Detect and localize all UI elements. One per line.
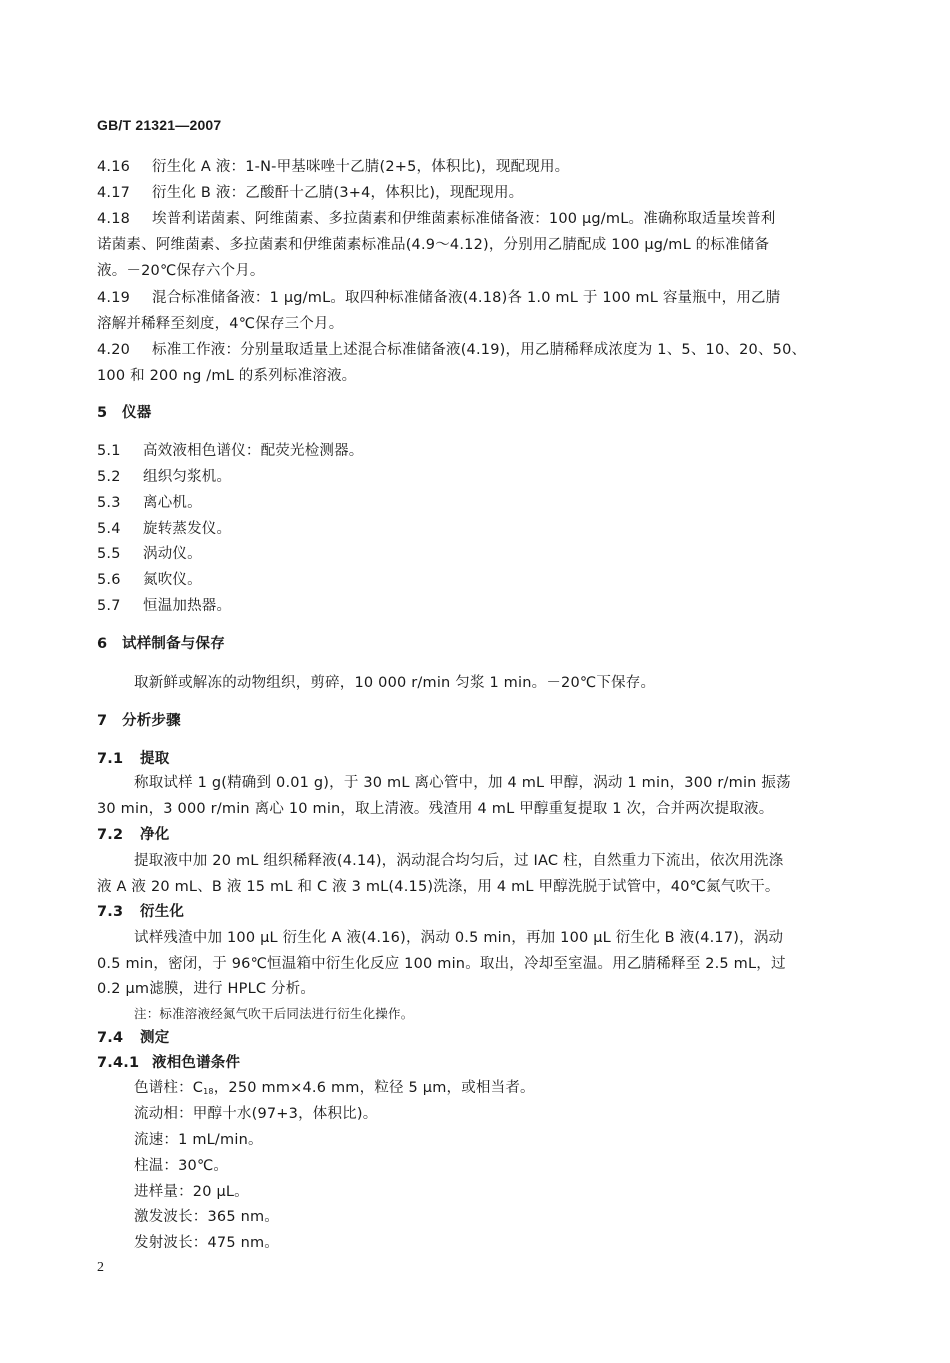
item-text: 恒温加热器。 [143,598,232,614]
section-heading: 7 分析步骤 [97,713,181,729]
clause-continuation: 溶解并稀释至刻度，4℃保存三个月。 [97,316,344,332]
column-details: ，250 mm×4.6 mm，粒径 5 μm，或相当者。 [213,1080,535,1096]
clause-number: 4.16 [97,159,131,175]
section-heading: 6 试样制备与保存 [97,636,225,652]
paragraph-line: 液 A 液 20 mL、B 液 15 mL 和 C 液 3 mL(4.15)洗涤，用 4 mL 甲醇洗脱于试管中，40℃氮气吹干。 [97,879,780,895]
subsection-title: 净化 [140,827,170,843]
item-number: 5.1 [97,443,121,459]
column-subscript: 18 [203,1087,214,1096]
section-heading: 5 仪器 [97,405,152,421]
paragraph-line: 提取液中加 20 mL 组织稀释液(4.14)，涡动混合均匀后，过 IAC 柱，自然重力下流出，依次用洗涤 [134,853,784,869]
subsection-number: 7.1 [97,751,124,767]
item-number: 5.7 [97,598,121,614]
clause-number: 4.17 [97,185,131,201]
item-text: 离心机。 [143,495,202,511]
item-number: 5.3 [97,495,121,511]
subsection-title: 液相色谱条件 [152,1055,241,1071]
clause-continuation: 液。－20℃保存六个月。 [97,263,265,279]
clause-text: 埃普利诺菌素、阿维菌素、多拉菌素和伊维菌素标准储备液：100 μg/mL。准确称取适量埃普利 [152,211,776,227]
clause-text: 衍生化 A 液：1-N-甲基咪唑十乙腈(2+5，体积比)，现配现用。 [152,159,570,175]
paragraph-line: 0.5 min，密闭，于 96℃恒温箱中衍生化反应 100 min。取出，冷却至室温。用乙腈稀释至 2.5 mL，过 [97,956,786,972]
item-text: 涡动仪。 [143,546,202,562]
subsection-number: 7.4 [97,1030,124,1046]
condition-line: 激发波长：365 nm。 [134,1209,279,1225]
item-text: 旋转蒸发仪。 [143,521,232,537]
clause-number: 4.18 [97,211,131,227]
paragraph: 取新鲜或解冻的动物组织，剪碎，10 000 r/min 匀浆 1 min。－20℃下保存。 [134,675,656,691]
condition-line: 流动相：甲醇十水(97+3，体积比)。 [134,1106,378,1122]
paragraph-line: 称取试样 1 g(精确到 0.01 g)，于 30 mL 离心管中，加 4 mL 甲醇，涡动 1 min，300 r/min 振荡 [134,775,791,791]
item-text: 组织匀浆机。 [143,469,232,485]
item-number: 5.5 [97,546,121,562]
condition-line: 进样量：20 μL。 [134,1184,249,1200]
subsection-title: 提取 [140,751,170,767]
clause-text: 混合标准储备液：1 μg/mL。取四种标准储备液(4.18)各 1.0 mL 于 100 mL 容量瓶中，用乙腈 [152,290,781,306]
condition-line: 柱温：30℃。 [134,1158,229,1174]
column-spec [134,1079,535,1101]
condition-line: 发射波长：475 nm。 [134,1235,279,1251]
column-label: 色谱柱：C [134,1080,204,1096]
clause-number: 4.20 [97,342,131,358]
page-number: 2 [97,1260,105,1275]
clause-continuation: 诺菌素、阿维菌素、多拉菌素和伊维菌素标准品(4.9～4.12)，分别用乙腈配成 100 μg/mL 的标准储备 [97,237,770,253]
item-number: 5.6 [97,572,121,588]
item-number: 5.4 [97,521,121,537]
clause-text: 标准工作液：分别量取适量上述混合标准储备液(4.19)，用乙腈稀释成浓度为 1、5、10、20、50、 [152,342,807,358]
item-number: 5.2 [97,469,121,485]
paragraph-line: 试样残渣中加 100 μL 衍生化 A 液(4.16)，涡动 0.5 min，再加 100 μL 衍生化 B 液(4.17)，涡动 [134,930,784,946]
item-text: 氮吹仪。 [143,572,202,588]
item-text: 高效液相色谱仪：配荧光检测器。 [143,443,364,459]
subsection-title: 衍生化 [140,904,185,920]
subsection-number: 7.2 [97,827,124,843]
subsection-number: 7.3 [97,904,124,920]
subsection-number: 7.4.1 [97,1055,140,1071]
clause-text: 衍生化 B 液：乙酸酐十乙腈(3+4，体积比)，现配现用。 [152,185,524,201]
paragraph-line: 30 min，3 000 r/min 离心 10 min，取上清液。残渣用 4 mL 甲醇重复提取 1 次，合并两次提取液。 [97,801,774,817]
note: 注：标准溶液经氮气吹干后同法进行衍生化操作。 [134,1006,414,1021]
paragraph-line: 0.2 μm滤膜，进行 HPLC 分析。 [97,981,316,997]
condition-line: 流速：1 mL/min。 [134,1132,263,1148]
standard-id-header: GB/T 21321—2007 [97,117,222,133]
subsection-title: 测定 [140,1030,170,1046]
clause-continuation: 100 和 200 ng /mL 的系列标准溶液。 [97,368,357,384]
clause-number: 4.19 [97,290,131,306]
